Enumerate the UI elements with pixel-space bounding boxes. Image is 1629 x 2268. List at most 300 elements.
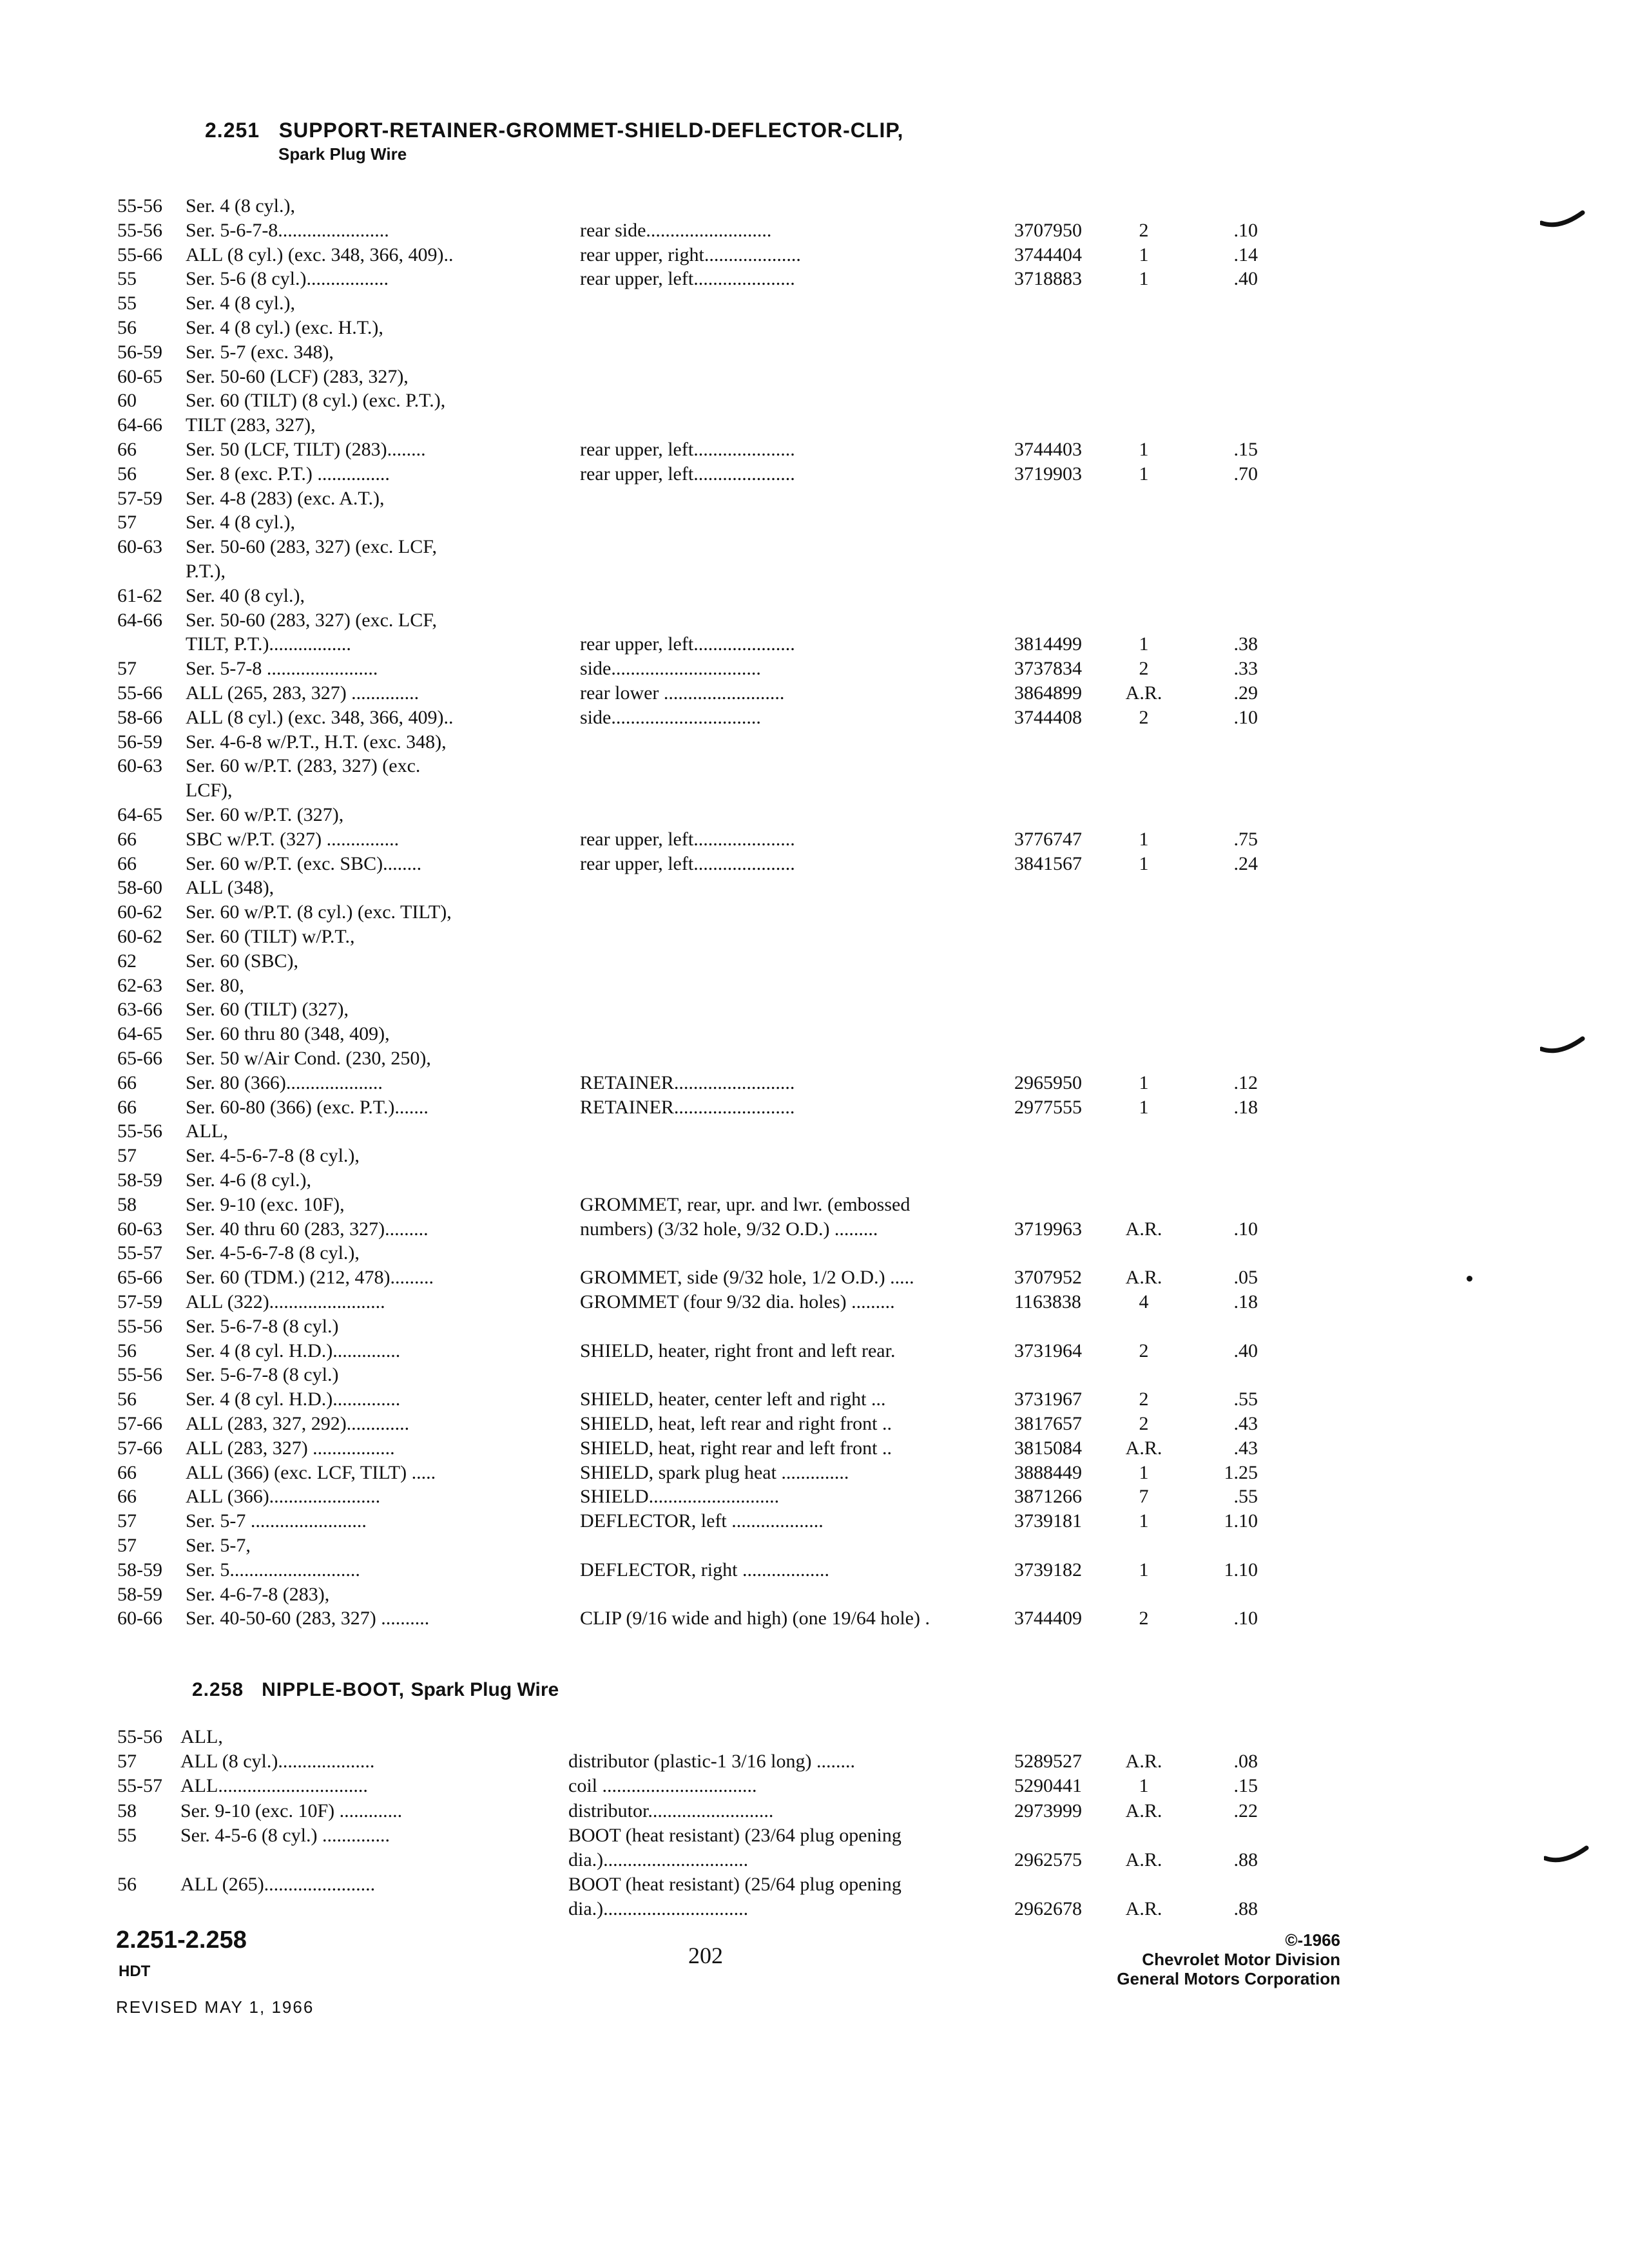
year-range: 58 bbox=[117, 1193, 137, 1215]
year-range: 58-59 bbox=[117, 1559, 162, 1581]
price: .10 bbox=[1233, 1608, 1258, 1629]
application: ALL (265)....................... bbox=[180, 1874, 376, 1896]
price: .88 bbox=[1233, 1898, 1258, 1920]
table-row bbox=[0, 1411, 1629, 1437]
price: .10 bbox=[1233, 1218, 1258, 1240]
table-row bbox=[0, 340, 1629, 365]
price: .24 bbox=[1233, 852, 1258, 874]
year-range: 58-59 bbox=[117, 1169, 162, 1191]
table-row bbox=[0, 1606, 1629, 1631]
table-row bbox=[0, 534, 1629, 560]
year-range: 56 bbox=[117, 463, 137, 485]
table-row bbox=[0, 437, 1629, 463]
price: .15 bbox=[1233, 1775, 1258, 1797]
table-row bbox=[0, 1289, 1629, 1315]
table-row bbox=[0, 948, 1629, 974]
price: .12 bbox=[1233, 1072, 1258, 1093]
table-row bbox=[0, 827, 1629, 852]
application: ALL, bbox=[180, 1726, 223, 1747]
application: Ser. 4 (8 cyl.), bbox=[186, 512, 295, 533]
description: BOOT (heat resistant) (23/64 plug opening bbox=[568, 1824, 901, 1846]
table-row bbox=[0, 1143, 1629, 1169]
price: .29 bbox=[1233, 682, 1258, 704]
page-number: 202 bbox=[688, 1943, 723, 1968]
part-number: 3707950 bbox=[1014, 219, 1082, 241]
application: Ser. 5-6-7-8 (8 cyl.) bbox=[186, 1364, 339, 1386]
part-number: 3739182 bbox=[1014, 1559, 1082, 1581]
description: GROMMET (four 9/32 dia. holes) ......... bbox=[580, 1291, 895, 1312]
description: coil ................................ bbox=[568, 1775, 757, 1797]
table-row bbox=[0, 412, 1629, 438]
description: SHIELD, heat, right rear and left front .. bbox=[580, 1437, 892, 1459]
part-number: 1163838 bbox=[1014, 1291, 1081, 1312]
year-range: 66 bbox=[117, 1096, 137, 1118]
quantity: 2 bbox=[1139, 219, 1149, 241]
price: .40 bbox=[1233, 1340, 1258, 1361]
application: Ser. 5-7-8 ....................... bbox=[186, 658, 378, 680]
application: ALL, bbox=[186, 1120, 228, 1142]
year-range: 66 bbox=[117, 1486, 137, 1508]
price: .10 bbox=[1233, 219, 1258, 241]
section-subtitle: Spark Plug Wire bbox=[410, 1679, 559, 1700]
year-range: 65-66 bbox=[117, 1048, 162, 1069]
part-number: 3888449 bbox=[1014, 1461, 1082, 1483]
year-range: 58-59 bbox=[117, 1583, 162, 1605]
part-number: 3815084 bbox=[1014, 1437, 1082, 1459]
year-range: 57-66 bbox=[117, 1437, 162, 1459]
ink-dot bbox=[1467, 1276, 1472, 1282]
price: .18 bbox=[1233, 1096, 1258, 1118]
application: Ser. 5-7 ........................ bbox=[186, 1510, 367, 1532]
table-row bbox=[0, 461, 1629, 487]
application: Ser. 50 (LCF, TILT) (283)........ bbox=[186, 439, 426, 460]
table-row bbox=[0, 729, 1629, 755]
table-row bbox=[0, 656, 1629, 682]
application: Ser. 50-60 (283, 327) (exc. LCF, bbox=[186, 536, 438, 558]
table-row bbox=[0, 778, 1629, 803]
price: .15 bbox=[1233, 439, 1258, 460]
part-number: 3731964 bbox=[1014, 1340, 1082, 1361]
table-row bbox=[0, 1582, 1629, 1608]
year-range: 57-59 bbox=[117, 487, 162, 509]
application: ALL (366)....................... bbox=[186, 1486, 381, 1508]
price: 1.25 bbox=[1224, 1461, 1258, 1483]
year-range: 58-66 bbox=[117, 706, 162, 728]
table-row bbox=[0, 1314, 1629, 1340]
description: rear upper, left..................... bbox=[580, 633, 795, 655]
price: .08 bbox=[1233, 1751, 1258, 1773]
table-row bbox=[0, 875, 1629, 901]
table-row bbox=[0, 753, 1629, 779]
description: rear upper, right.................... bbox=[580, 244, 801, 265]
year-range: 55-56 bbox=[117, 1315, 162, 1337]
table-row bbox=[0, 486, 1629, 512]
table-row bbox=[0, 559, 1629, 584]
price: .33 bbox=[1233, 658, 1258, 680]
application: Ser. 4 (8 cyl.), bbox=[186, 195, 295, 216]
year-range: 57-66 bbox=[117, 1413, 162, 1434]
quantity: 1 bbox=[1139, 852, 1149, 874]
part-number: 3814499 bbox=[1014, 633, 1082, 655]
quantity: 7 bbox=[1139, 1486, 1149, 1508]
table-row bbox=[0, 1847, 1629, 1873]
table-row bbox=[0, 1240, 1629, 1266]
quantity: A.R. bbox=[1125, 1800, 1162, 1821]
year-range: 64-65 bbox=[117, 1023, 162, 1045]
application: TILT (283, 327), bbox=[186, 414, 316, 436]
table-row bbox=[0, 1896, 1629, 1922]
table-row bbox=[0, 315, 1629, 341]
price: .22 bbox=[1233, 1800, 1258, 1821]
description: GROMMET, side (9/32 hole, 1/2 O.D.) ..... bbox=[580, 1267, 914, 1289]
part-number: 3776747 bbox=[1014, 828, 1082, 850]
table-row bbox=[0, 1095, 1629, 1120]
year-range: 55-66 bbox=[117, 682, 162, 704]
quantity: 1 bbox=[1139, 633, 1149, 655]
table-row bbox=[0, 1773, 1629, 1799]
quantity: 2 bbox=[1139, 1340, 1149, 1361]
quantity: 1 bbox=[1139, 439, 1149, 460]
binder-hole-mark-top bbox=[1540, 207, 1585, 233]
application: ALL (283, 327, 292)............. bbox=[186, 1413, 410, 1434]
year-range: 55-56 bbox=[117, 1726, 162, 1747]
application: Ser. 60 w/P.T. (283, 327) (exc. bbox=[186, 755, 421, 777]
price: .40 bbox=[1233, 268, 1258, 290]
table-row bbox=[0, 1192, 1629, 1218]
price: .05 bbox=[1233, 1267, 1258, 1289]
year-range: 55-57 bbox=[117, 1775, 162, 1797]
year-range: 55-66 bbox=[117, 244, 162, 265]
part-number: 5290441 bbox=[1014, 1775, 1082, 1797]
year-range: 56 bbox=[117, 317, 137, 338]
year-range: 55 bbox=[117, 293, 137, 314]
table-row bbox=[0, 388, 1629, 414]
year-range: 58-60 bbox=[117, 877, 162, 899]
year-range: 55-56 bbox=[117, 1120, 162, 1142]
year-range: 56-59 bbox=[117, 341, 162, 363]
application: ALL (265, 283, 327) .............. bbox=[186, 682, 419, 704]
quantity: 2 bbox=[1139, 1389, 1149, 1410]
table-row bbox=[0, 1872, 1629, 1898]
quantity: 2 bbox=[1139, 1413, 1149, 1434]
description: CLIP (9/16 wide and high) (one 19/64 hole) . bbox=[580, 1608, 930, 1629]
application: Ser. 4-6-8 w/P.T., H.T. (exc. 348), bbox=[186, 731, 447, 753]
price: .75 bbox=[1233, 828, 1258, 850]
description: side............................... bbox=[580, 706, 761, 728]
table-row bbox=[0, 1338, 1629, 1364]
description: rear side.......................... bbox=[580, 219, 772, 241]
quantity: A.R. bbox=[1125, 1218, 1162, 1240]
application: Ser. 40 (8 cyl.), bbox=[186, 584, 305, 606]
description: distributor (plastic-1 3/16 long) ........ bbox=[568, 1751, 855, 1773]
binder-hole-mark-middle bbox=[1540, 1033, 1585, 1059]
application: Ser. 4-6 (8 cyl.), bbox=[186, 1169, 311, 1191]
price: 1.10 bbox=[1224, 1559, 1258, 1581]
application: Ser. 60 w/P.T. (327), bbox=[186, 804, 344, 825]
part-number: 3744403 bbox=[1014, 439, 1082, 460]
price: .43 bbox=[1233, 1437, 1258, 1459]
quantity: 2 bbox=[1139, 658, 1149, 680]
quantity: 2 bbox=[1139, 1608, 1149, 1629]
year-range: 56 bbox=[117, 1340, 137, 1361]
table-row bbox=[0, 291, 1629, 316]
part-number: 3739181 bbox=[1014, 1510, 1082, 1532]
description: numbers) (3/32 hole, 9/32 O.D.) ......... bbox=[580, 1218, 878, 1240]
application: Ser. 5-7 (exc. 348), bbox=[186, 341, 334, 363]
application: Ser. 50-60 (LCF) (283, 327), bbox=[186, 365, 409, 387]
description: distributor.......................... bbox=[568, 1800, 774, 1821]
description: SHIELD, heater, center left and right ... bbox=[580, 1389, 886, 1410]
year-range: 57-59 bbox=[117, 1291, 162, 1312]
table-row bbox=[0, 631, 1629, 657]
quantity: 1 bbox=[1139, 1775, 1149, 1797]
table-row bbox=[0, 1387, 1629, 1412]
part-number: 3744409 bbox=[1014, 1608, 1082, 1629]
description: rear upper, left..................... bbox=[580, 463, 795, 485]
quantity: 1 bbox=[1139, 828, 1149, 850]
application: Ser. 60 w/P.T. (exc. SBC)........ bbox=[186, 852, 422, 874]
table-row bbox=[0, 1533, 1629, 1559]
application: Ser. 40 thru 60 (283, 327)......... bbox=[186, 1218, 429, 1240]
table-row bbox=[0, 802, 1629, 828]
application: ALL (322)........................ bbox=[186, 1291, 385, 1312]
year-range: 64-66 bbox=[117, 414, 162, 436]
application: Ser. 4-5-6-7-8 (8 cyl.), bbox=[186, 1145, 360, 1167]
part-number: 2962678 bbox=[1014, 1898, 1082, 1920]
application: Ser. 60 (SBC), bbox=[186, 950, 299, 972]
application: Ser. 60 (TILT) (327), bbox=[186, 999, 349, 1021]
table-row bbox=[0, 1265, 1629, 1291]
part-number: 2973999 bbox=[1014, 1800, 1082, 1821]
table-row bbox=[0, 1823, 1629, 1849]
part-number: 5289527 bbox=[1014, 1751, 1082, 1773]
application: Ser. 4-5-6 (8 cyl.) .............. bbox=[180, 1824, 390, 1846]
year-range: 66 bbox=[117, 828, 137, 850]
table-row bbox=[0, 218, 1629, 244]
year-range: 66 bbox=[117, 852, 137, 874]
table-row bbox=[0, 1362, 1629, 1388]
table-row bbox=[0, 193, 1629, 219]
table-row bbox=[0, 997, 1629, 1023]
year-range: 66 bbox=[117, 1072, 137, 1093]
quantity: 1 bbox=[1139, 268, 1149, 290]
table-row bbox=[0, 924, 1629, 950]
application: Ser. 8 (exc. P.T.) ............... bbox=[186, 463, 390, 485]
application: Ser. 5-6 (8 cyl.)................. bbox=[186, 268, 389, 290]
footer-range: 2.251-2.258 bbox=[116, 1927, 247, 1954]
year-range: 55 bbox=[117, 1824, 137, 1846]
part-number: 3719963 bbox=[1014, 1218, 1082, 1240]
quantity: 1 bbox=[1139, 1510, 1149, 1532]
description: RETAINER......................... bbox=[580, 1072, 795, 1093]
application: Ser. 60 (TILT) (8 cyl.) (exc. P.T.), bbox=[186, 390, 446, 412]
year-range: 57 bbox=[117, 1535, 137, 1556]
year-range: 62-63 bbox=[117, 974, 162, 996]
application: Ser. 40-50-60 (283, 327) .......... bbox=[186, 1608, 430, 1629]
application: LCF), bbox=[186, 780, 233, 802]
application: P.T.), bbox=[186, 561, 226, 582]
application: Ser. 60 thru 80 (348, 409), bbox=[186, 1023, 390, 1045]
application: Ser. 4 (8 cyl. H.D.).............. bbox=[186, 1389, 401, 1410]
year-range: 57 bbox=[117, 512, 137, 533]
table-row bbox=[0, 1508, 1629, 1534]
description: dia.).............................. bbox=[568, 1898, 749, 1920]
application: ALL (8 cyl.).................... bbox=[180, 1751, 375, 1773]
quantity: 1 bbox=[1139, 1559, 1149, 1581]
application: Ser. 4 (8 cyl.), bbox=[186, 293, 295, 314]
price: .88 bbox=[1233, 1849, 1258, 1870]
year-range: 55-56 bbox=[117, 1364, 162, 1386]
footer-code: HDT bbox=[119, 1963, 151, 1980]
part-number: 3871266 bbox=[1014, 1486, 1082, 1508]
application: Ser. 5-7, bbox=[186, 1535, 251, 1556]
table-row bbox=[0, 1119, 1629, 1144]
application: Ser. 5-6-7-8....................... bbox=[186, 219, 389, 241]
year-range: 66 bbox=[117, 1461, 137, 1483]
table-row bbox=[0, 1436, 1629, 1461]
price: .38 bbox=[1233, 633, 1258, 655]
application: Ser. 5........................... bbox=[186, 1559, 360, 1581]
table-row bbox=[0, 680, 1629, 706]
table-row bbox=[0, 510, 1629, 535]
part-number: 3744408 bbox=[1014, 706, 1082, 728]
table-row bbox=[0, 583, 1629, 609]
table-row bbox=[0, 1557, 1629, 1583]
year-range: 64-66 bbox=[117, 609, 162, 631]
year-range: 60-66 bbox=[117, 1608, 162, 1629]
part-number: 3744404 bbox=[1014, 244, 1082, 265]
description: side............................... bbox=[580, 658, 761, 680]
application: Ser. 4-6-7-8 (283), bbox=[186, 1583, 330, 1605]
table-row bbox=[0, 1168, 1629, 1193]
application: Ser. 4 (8 cyl.) (exc. H.T.), bbox=[186, 317, 383, 338]
table-row bbox=[0, 1460, 1629, 1486]
quantity: A.R. bbox=[1125, 1267, 1162, 1289]
part-number: 3707952 bbox=[1014, 1267, 1082, 1289]
footer-revised: REVISED MAY 1, 1966 bbox=[116, 1997, 314, 2017]
application: ALL (8 cyl.) (exc. 348, 366, 409).. bbox=[186, 244, 454, 265]
quantity: 1 bbox=[1139, 1072, 1149, 1093]
year-range: 55-57 bbox=[117, 1242, 162, 1264]
table-row bbox=[0, 851, 1629, 877]
part-number: 3731967 bbox=[1014, 1389, 1082, 1410]
footer-corporation: General Motors Corporation bbox=[1117, 1969, 1340, 1988]
quantity: A.R. bbox=[1125, 1898, 1162, 1920]
description: DEFLECTOR, right .................. bbox=[580, 1559, 829, 1581]
quantity: A.R. bbox=[1125, 1751, 1162, 1773]
application: ALL (8 cyl.) (exc. 348, 366, 409).. bbox=[186, 706, 454, 728]
application: Ser. 80 (366).................... bbox=[186, 1072, 383, 1093]
application: TILT, P.T.)................. bbox=[186, 633, 351, 655]
application: Ser. 60 (TDM.) (212, 478)......... bbox=[186, 1267, 434, 1289]
application: Ser. 4-5-6-7-8 (8 cyl.), bbox=[186, 1242, 360, 1264]
year-range: 55 bbox=[117, 268, 137, 290]
quantity: 1 bbox=[1139, 1096, 1149, 1118]
table-row bbox=[0, 973, 1629, 999]
quantity: A.R. bbox=[1125, 1849, 1162, 1870]
application: SBC w/P.T. (327) ............... bbox=[186, 828, 400, 850]
table-row bbox=[0, 1021, 1629, 1047]
part-number: 3718883 bbox=[1014, 268, 1082, 290]
year-range: 61-62 bbox=[117, 584, 162, 606]
section-number: 2.251 bbox=[205, 119, 260, 142]
table-row bbox=[0, 705, 1629, 731]
application: Ser. 60 w/P.T. (8 cyl.) (exc. TILT), bbox=[186, 901, 452, 923]
part-number: 3737834 bbox=[1014, 658, 1082, 680]
application: Ser. 4-8 (283) (exc. A.T.), bbox=[186, 487, 385, 509]
description: DEFLECTOR, left ................... bbox=[580, 1510, 824, 1532]
table-row bbox=[0, 1216, 1629, 1242]
table-row bbox=[0, 1046, 1629, 1072]
year-range: 56 bbox=[117, 1874, 137, 1896]
year-range: 60-62 bbox=[117, 901, 162, 923]
quantity: 1 bbox=[1139, 1461, 1149, 1483]
application: Ser. 80, bbox=[186, 974, 244, 996]
table-row bbox=[0, 364, 1629, 390]
description: rear upper, left..................... bbox=[580, 268, 795, 290]
year-range: 55-56 bbox=[117, 195, 162, 216]
year-range: 66 bbox=[117, 439, 137, 460]
part-number: 2962575 bbox=[1014, 1849, 1082, 1870]
price: 1.10 bbox=[1224, 1510, 1258, 1532]
binder-hole-mark-bottom bbox=[1544, 1843, 1589, 1869]
year-range: 60-63 bbox=[117, 536, 162, 558]
quantity: A.R. bbox=[1125, 1437, 1162, 1459]
price: .10 bbox=[1233, 706, 1258, 728]
year-range: 60-65 bbox=[117, 365, 162, 387]
table-row bbox=[0, 1749, 1629, 1774]
year-range: 64-65 bbox=[117, 804, 162, 825]
application: Ser. 9-10 (exc. 10F) ............. bbox=[180, 1800, 403, 1821]
table-row bbox=[0, 899, 1629, 925]
quantity: 1 bbox=[1139, 463, 1149, 485]
price: .14 bbox=[1233, 244, 1258, 265]
part-number: 3864899 bbox=[1014, 682, 1082, 704]
application: Ser. 5-6-7-8 (8 cyl.) bbox=[186, 1315, 339, 1337]
footer-copyright: ©-1966 bbox=[1285, 1930, 1340, 1950]
table-row bbox=[0, 1070, 1629, 1096]
part-number: 2965950 bbox=[1014, 1072, 1082, 1093]
year-range: 57 bbox=[117, 1510, 137, 1532]
table-row bbox=[0, 242, 1629, 268]
description: GROMMET, rear, upr. and lwr. (embossed bbox=[580, 1193, 911, 1215]
year-range: 65-66 bbox=[117, 1267, 162, 1289]
table-row bbox=[0, 1798, 1629, 1824]
application: Ser. 4 (8 cyl. H.D.).............. bbox=[186, 1340, 401, 1361]
description: rear lower ......................... bbox=[580, 682, 785, 704]
application: Ser. 60-80 (366) (exc. P.T.)....... bbox=[186, 1096, 429, 1118]
section-subtitle: Spark Plug Wire bbox=[278, 144, 407, 164]
application: Ser. 9-10 (exc. 10F), bbox=[186, 1193, 345, 1215]
year-range: 56-59 bbox=[117, 731, 162, 753]
price: .70 bbox=[1233, 463, 1258, 485]
table-row bbox=[0, 266, 1629, 292]
year-range: 57 bbox=[117, 658, 137, 680]
quantity: 1 bbox=[1139, 244, 1149, 265]
quantity: A.R. bbox=[1125, 682, 1162, 704]
price: .43 bbox=[1233, 1413, 1258, 1434]
description: rear upper, left..................... bbox=[580, 852, 795, 874]
part-number: 3719903 bbox=[1014, 463, 1082, 485]
footer-division: Chevrolet Motor Division bbox=[1142, 1950, 1340, 1969]
section-title: NIPPLE-BOOT, bbox=[262, 1679, 405, 1700]
description: SHIELD........................... bbox=[580, 1486, 780, 1508]
table-row bbox=[0, 1484, 1629, 1510]
application: Ser. 50-60 (283, 327) (exc. LCF, bbox=[186, 609, 438, 631]
table-row bbox=[0, 608, 1629, 633]
description: BOOT (heat resistant) (25/64 plug opening bbox=[568, 1874, 901, 1896]
application: Ser. 60 (TILT) w/P.T., bbox=[186, 926, 355, 947]
